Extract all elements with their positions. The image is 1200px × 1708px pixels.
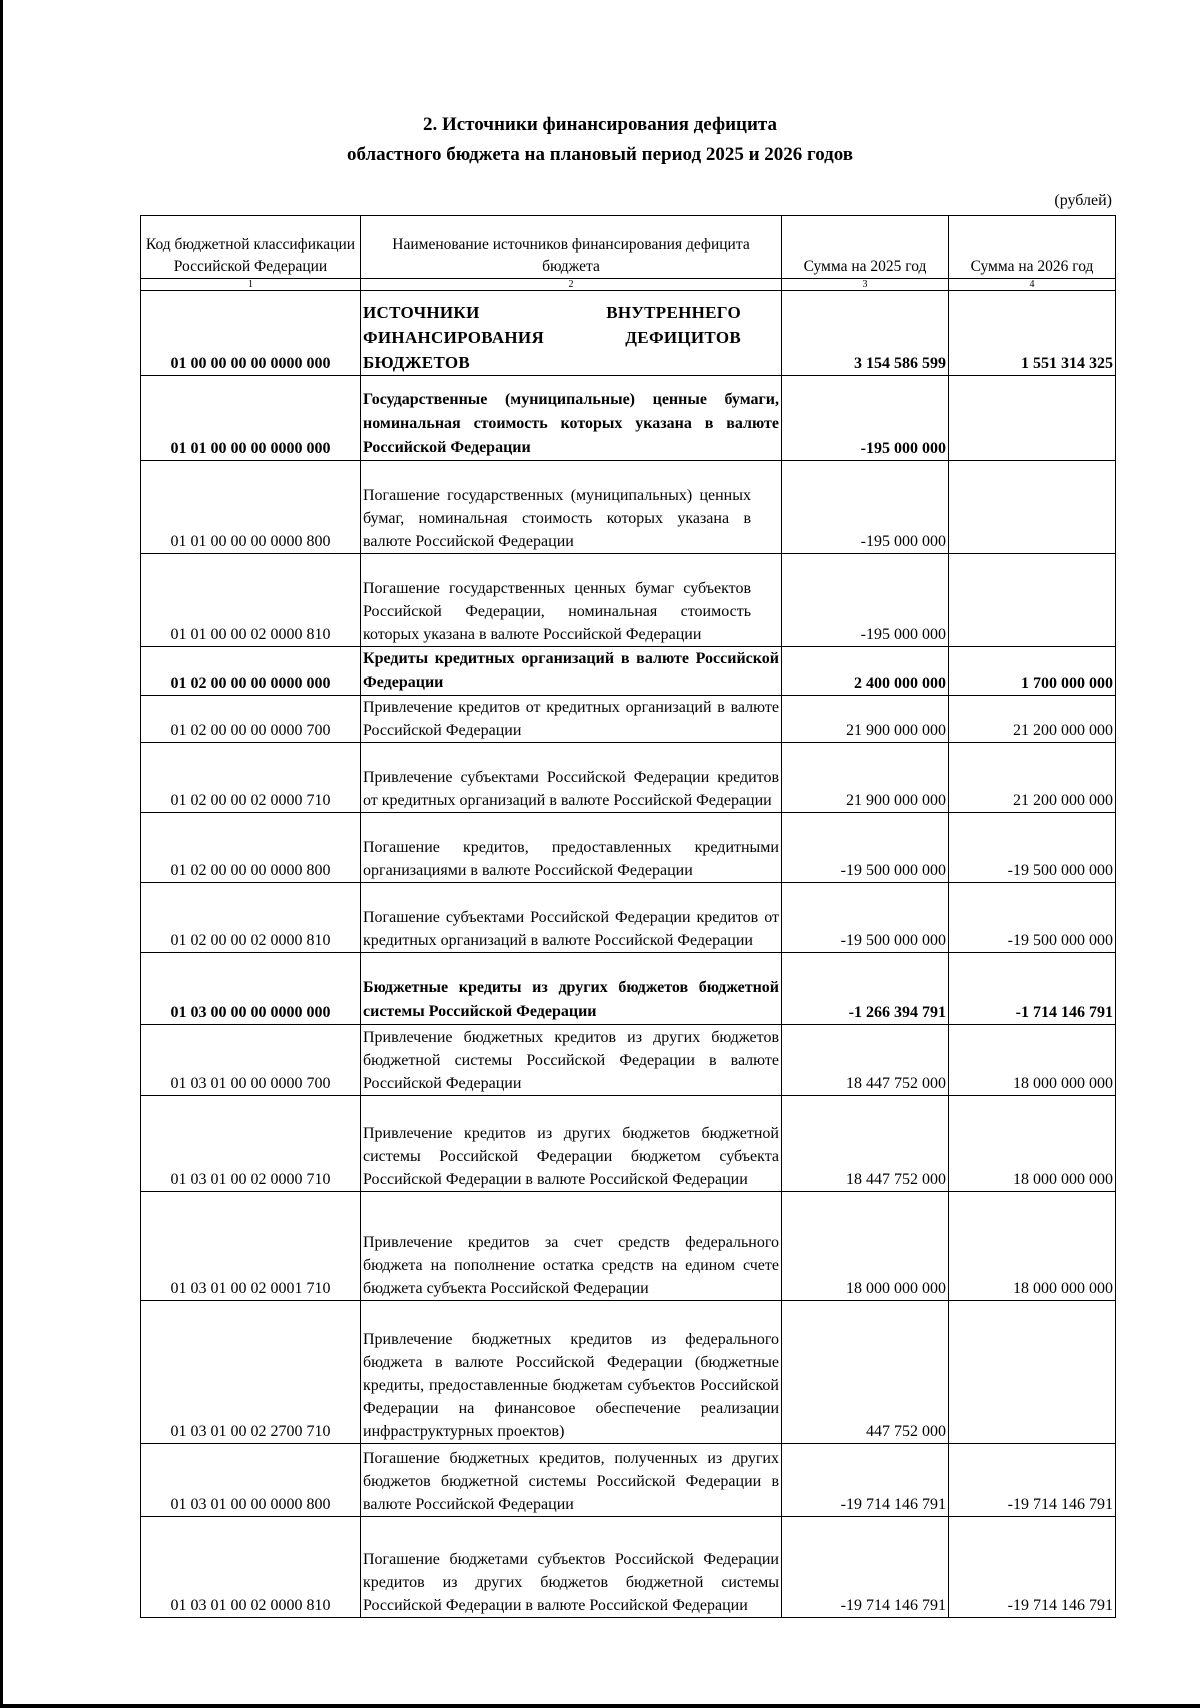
- row-name: Погашение субъектами Российской Федерации кредитов от кредитных организаций в валюте Российской Федерации: [361, 883, 782, 953]
- table-row: [141, 953, 1116, 1025]
- title-line-1: 2. Источники финансирования дефицита: [422, 114, 778, 135]
- financing-sources-table: [140, 215, 1116, 1618]
- row-code: 01 03 00 00 00 0000 000: [141, 953, 361, 1025]
- row-name: Погашение бюджетных кредитов, полученных из других бюджетов бюджетной системы Российской Федерации в валюте Российской Федерации: [361, 1444, 782, 1517]
- table-header-row: [141, 216, 1116, 279]
- row-name: Бюджетные кредиты из других бюджетов бюджетной системы Российской Федерации: [361, 953, 782, 1025]
- row-sum-2026: 18 000 000 000: [949, 1192, 1116, 1301]
- row-name: ИСТОЧНИКИ ВНУТРЕННЕГО ФИНАНСИРОВАНИЯ ДЕФИЦИТОВ БЮДЖЕТОВ: [361, 291, 782, 376]
- header-code: Код бюджетной классификации Российской Федерации: [141, 216, 361, 279]
- row-sum-2025: 3 154 586 599: [782, 291, 949, 376]
- row-sum-2025: -19 500 000 000: [782, 883, 949, 953]
- table-row: [141, 461, 1116, 554]
- row-code: 01 03 01 00 02 0001 710: [141, 1192, 361, 1301]
- row-code: 01 03 01 00 02 2700 710: [141, 1301, 361, 1444]
- row-sum-2025: -195 000 000: [782, 461, 949, 554]
- row-sum-2026: 1 700 000 000: [949, 647, 1116, 696]
- row-sum-2025: -19 714 146 791: [782, 1444, 949, 1517]
- row-sum-2025: 18 447 752 000: [782, 1096, 949, 1192]
- row-name: Погашение кредитов, предоставленных кредитными организациями в валюте Российской Федерации: [361, 813, 782, 883]
- table-row: [141, 1301, 1116, 1444]
- row-sum-2026: 1 551 314 325: [949, 291, 1116, 376]
- table-row: [141, 376, 1116, 461]
- row-code: 01 02 00 00 00 0000 000: [141, 647, 361, 696]
- row-code: 01 00 00 00 00 0000 000: [141, 291, 361, 376]
- row-sum-2025: 18 000 000 000: [782, 1192, 949, 1301]
- row-sum-2025: 2 400 000 000: [782, 647, 949, 696]
- table-row: [141, 647, 1116, 696]
- row-name: Привлечение кредитов от кредитных организаций в валюте Российской Федерации: [361, 696, 782, 743]
- row-code: 01 02 00 00 00 0000 800: [141, 813, 361, 883]
- row-name: Привлечение кредитов за счет средств федерального бюджета на пополнение остатка средств на едином счете бюджета субъекта Российской Федерации: [361, 1192, 782, 1301]
- row-sum-2026: [949, 554, 1116, 647]
- units-label: (рублей): [1054, 192, 1112, 209]
- row-sum-2026: [949, 376, 1116, 461]
- table-row: [141, 1192, 1116, 1301]
- row-name: Привлечение бюджетных кредитов из федерального бюджета в валюте Российской Федерации (бюджетные кредиты, предоставленные бюджетам субъектов Российской Федерации на финансовое обеспечение реализации инфраструктурных проектов): [361, 1301, 782, 1444]
- row-code: 01 02 00 00 02 0000 710: [141, 743, 361, 813]
- scan-edge-left: [0, 0, 3, 1708]
- row-code: 01 02 00 00 00 0000 700: [141, 696, 361, 743]
- page-title: [0, 110, 1200, 170]
- row-sum-2026: 21 200 000 000: [949, 696, 1116, 743]
- row-name: Погашение бюджетами субъектов Российской Федерации кредитов из других бюджетов бюджетной системы Российской Федерации в валюте Российской Федерации: [361, 1517, 782, 1618]
- row-code: 01 03 01 00 02 0000 810: [141, 1517, 361, 1618]
- row-sum-2025: 21 900 000 000: [782, 743, 949, 813]
- row-name: Погашение государственных (муниципальных) ценных бумаг, номинальная стоимость которых указана в валюте Российской Федерации: [361, 461, 782, 554]
- row-sum-2025: -19 500 000 000: [782, 813, 949, 883]
- row-name: Привлечение субъектами Российской Федерации кредитов от кредитных организаций в валюте Российской Федерации: [361, 743, 782, 813]
- table-row: [141, 554, 1116, 647]
- table-row: [141, 743, 1116, 813]
- row-code: 01 03 01 00 00 0000 700: [141, 1025, 361, 1096]
- header-sum-2026: Сумма на 2026 год: [949, 216, 1116, 279]
- column-number: 1: [141, 279, 361, 291]
- row-name: Кредиты кредитных организаций в валюте Российской Федерации: [361, 647, 782, 696]
- row-sum-2025: 447 752 000: [782, 1301, 949, 1444]
- row-sum-2026: -19 500 000 000: [949, 813, 1116, 883]
- row-code: 01 01 00 00 02 0000 810: [141, 554, 361, 647]
- table-row: [141, 1025, 1116, 1096]
- row-name: Государственные (муниципальные) ценные бумаги, номинальная стоимость которых указана в валюте Российской Федерации: [361, 376, 782, 461]
- header-name: Наименование источников финансирования дефицита бюджета: [361, 216, 782, 279]
- row-sum-2026: 18 000 000 000: [949, 1096, 1116, 1192]
- row-code: 01 03 01 00 00 0000 800: [141, 1444, 361, 1517]
- row-sum-2026: [949, 1301, 1116, 1444]
- row-code: 01 02 00 00 02 0000 810: [141, 883, 361, 953]
- column-number: 2: [361, 279, 782, 291]
- table-row: [141, 1096, 1116, 1192]
- row-sum-2026: -1 714 146 791: [949, 953, 1116, 1025]
- column-number: 3: [782, 279, 949, 291]
- row-sum-2026: -19 500 000 000: [949, 883, 1116, 953]
- row-name: Привлечение кредитов из других бюджетов бюджетной системы Российской Федерации бюджетом субъекта Российской Федерации в валюте Российской Федерации: [361, 1096, 782, 1192]
- row-sum-2025: 21 900 000 000: [782, 696, 949, 743]
- row-code: 01 01 00 00 00 0000 800: [141, 461, 361, 554]
- row-sum-2025: -195 000 000: [782, 554, 949, 647]
- column-number: 4: [949, 279, 1116, 291]
- table-row: [141, 1444, 1116, 1517]
- table-row: [141, 696, 1116, 743]
- table-row: [141, 883, 1116, 953]
- column-number-row: [141, 279, 1116, 291]
- header-sum-2025: Сумма на 2025 год: [782, 216, 949, 279]
- table-row: [141, 813, 1116, 883]
- row-sum-2026: -19 714 146 791: [949, 1517, 1116, 1618]
- row-name: Привлечение бюджетных кредитов из других бюджетов бюджетной системы Российской Федерации в валюте Российской Федерации: [361, 1025, 782, 1096]
- table-row: [141, 1517, 1116, 1618]
- scan-edge-bottom: [0, 1704, 1200, 1708]
- row-sum-2026: 21 200 000 000: [949, 743, 1116, 813]
- table-row: [141, 291, 1116, 376]
- row-name: Погашение государственных ценных бумаг субъектов Российской Федерации, номинальная стоимость которых указана в валюте Российской Федерации: [361, 554, 782, 647]
- row-sum-2026: 18 000 000 000: [949, 1025, 1116, 1096]
- row-sum-2025: -19 714 146 791: [782, 1517, 949, 1618]
- row-sum-2026: -19 714 146 791: [949, 1444, 1116, 1517]
- row-sum-2025: -1 266 394 791: [782, 953, 949, 1025]
- row-code: 01 03 01 00 02 0000 710: [141, 1096, 361, 1192]
- row-sum-2026: [949, 461, 1116, 554]
- row-code: 01 01 00 00 00 0000 000: [141, 376, 361, 461]
- title-line-2: областного бюджета на плановый период 2025 и 2026 годов: [346, 144, 854, 165]
- row-sum-2025: 18 447 752 000: [782, 1025, 949, 1096]
- row-sum-2025: -195 000 000: [782, 376, 949, 461]
